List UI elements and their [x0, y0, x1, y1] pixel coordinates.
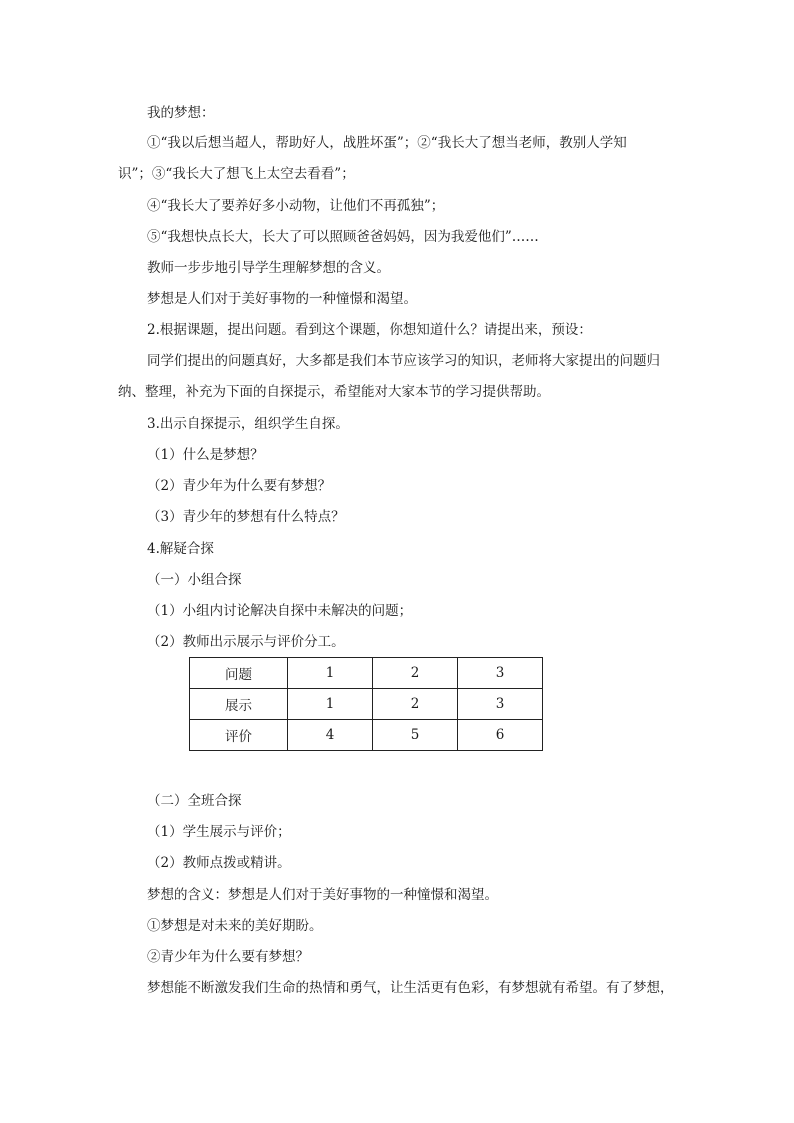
paragraph: ①“我以后想当超人，帮助好人，战胜坏蛋”；②“我长大了想当老师，教别人学知 [147, 135, 627, 151]
paragraph: ②青少年为什么要有梦想？ [147, 949, 309, 965]
division-of-work-table [189, 657, 543, 751]
table-cell: 3 [458, 689, 543, 720]
paragraph: 梦想是人们对于美好事物的一种憧憬和渴望。 [147, 291, 417, 307]
table-cell: 评价 [190, 720, 288, 751]
paragraph: （2）教师出示展示与评价分工。 [147, 634, 345, 650]
table-cell: 4 [288, 720, 373, 751]
paragraph: 同学们提出的问题真好，大多都是我们本节应该学习的知识，老师将大家提出的问题归 [147, 353, 660, 369]
paragraph: （2）教师点拨或精讲。 [147, 855, 291, 871]
table-cell: 问题 [190, 658, 288, 689]
paragraph: 识”；③“我长大了想飞上太空去看看”； [118, 166, 355, 182]
paragraph: 2.根据课题，提出问题。看到这个课题，你想知道什么？请提出来，预设： [147, 322, 592, 338]
paragraph: （1）学生展示与评价； [147, 824, 291, 840]
table-cell: 1 [288, 658, 373, 689]
paragraph: 我的梦想： [147, 105, 215, 121]
paragraph: ④“我长大了要养好多小动物，让他们不再孤独”； [147, 198, 445, 214]
paragraph: （2）青少年为什么要有梦想？ [147, 478, 332, 494]
paragraph: 3.出示自探提示，组织学生自探。 [147, 416, 349, 432]
paragraph: 纳、整理，补充为下面的自探提示，希望能对大家本节的学习提供帮助。 [118, 384, 550, 400]
paragraph: （3）青少年的梦想有什么特点？ [147, 509, 345, 525]
paragraph: 梦想的含义：梦想是人们对于美好事物的一种憧憬和渴望。 [147, 887, 498, 903]
paragraph: 教师一步步地引导学生理解梦想的含义。 [147, 260, 390, 276]
table-cell: 6 [458, 720, 543, 751]
paragraph: 4.解疑合探 [147, 541, 214, 557]
table-cell: 2 [373, 658, 458, 689]
table-cell: 5 [373, 720, 458, 751]
paragraph: （一）小组合探 [147, 572, 242, 588]
table-cell: 1 [288, 689, 373, 720]
paragraph: （1）什么是梦想？ [147, 447, 264, 463]
table-cell: 展示 [190, 689, 288, 720]
paragraph: ⑤“我想快点长大，长大了可以照顾爸爸妈妈，因为我爱他们”…… [147, 229, 539, 245]
table-cell: 2 [373, 689, 458, 720]
paragraph: （二）全班合探 [147, 793, 242, 809]
table-cell: 3 [458, 658, 543, 689]
table-row [190, 689, 543, 720]
table-row [190, 720, 543, 751]
table-row [190, 658, 543, 689]
paragraph: ①梦想是对未来的美好期盼。 [147, 918, 323, 934]
paragraph: （1）小组内讨论解决自探中未解决的问题； [147, 603, 413, 619]
paragraph: 梦想能不断激发我们生命的热情和勇气，让生活更有色彩，有梦想就有希望。有了梦想， [147, 980, 674, 996]
